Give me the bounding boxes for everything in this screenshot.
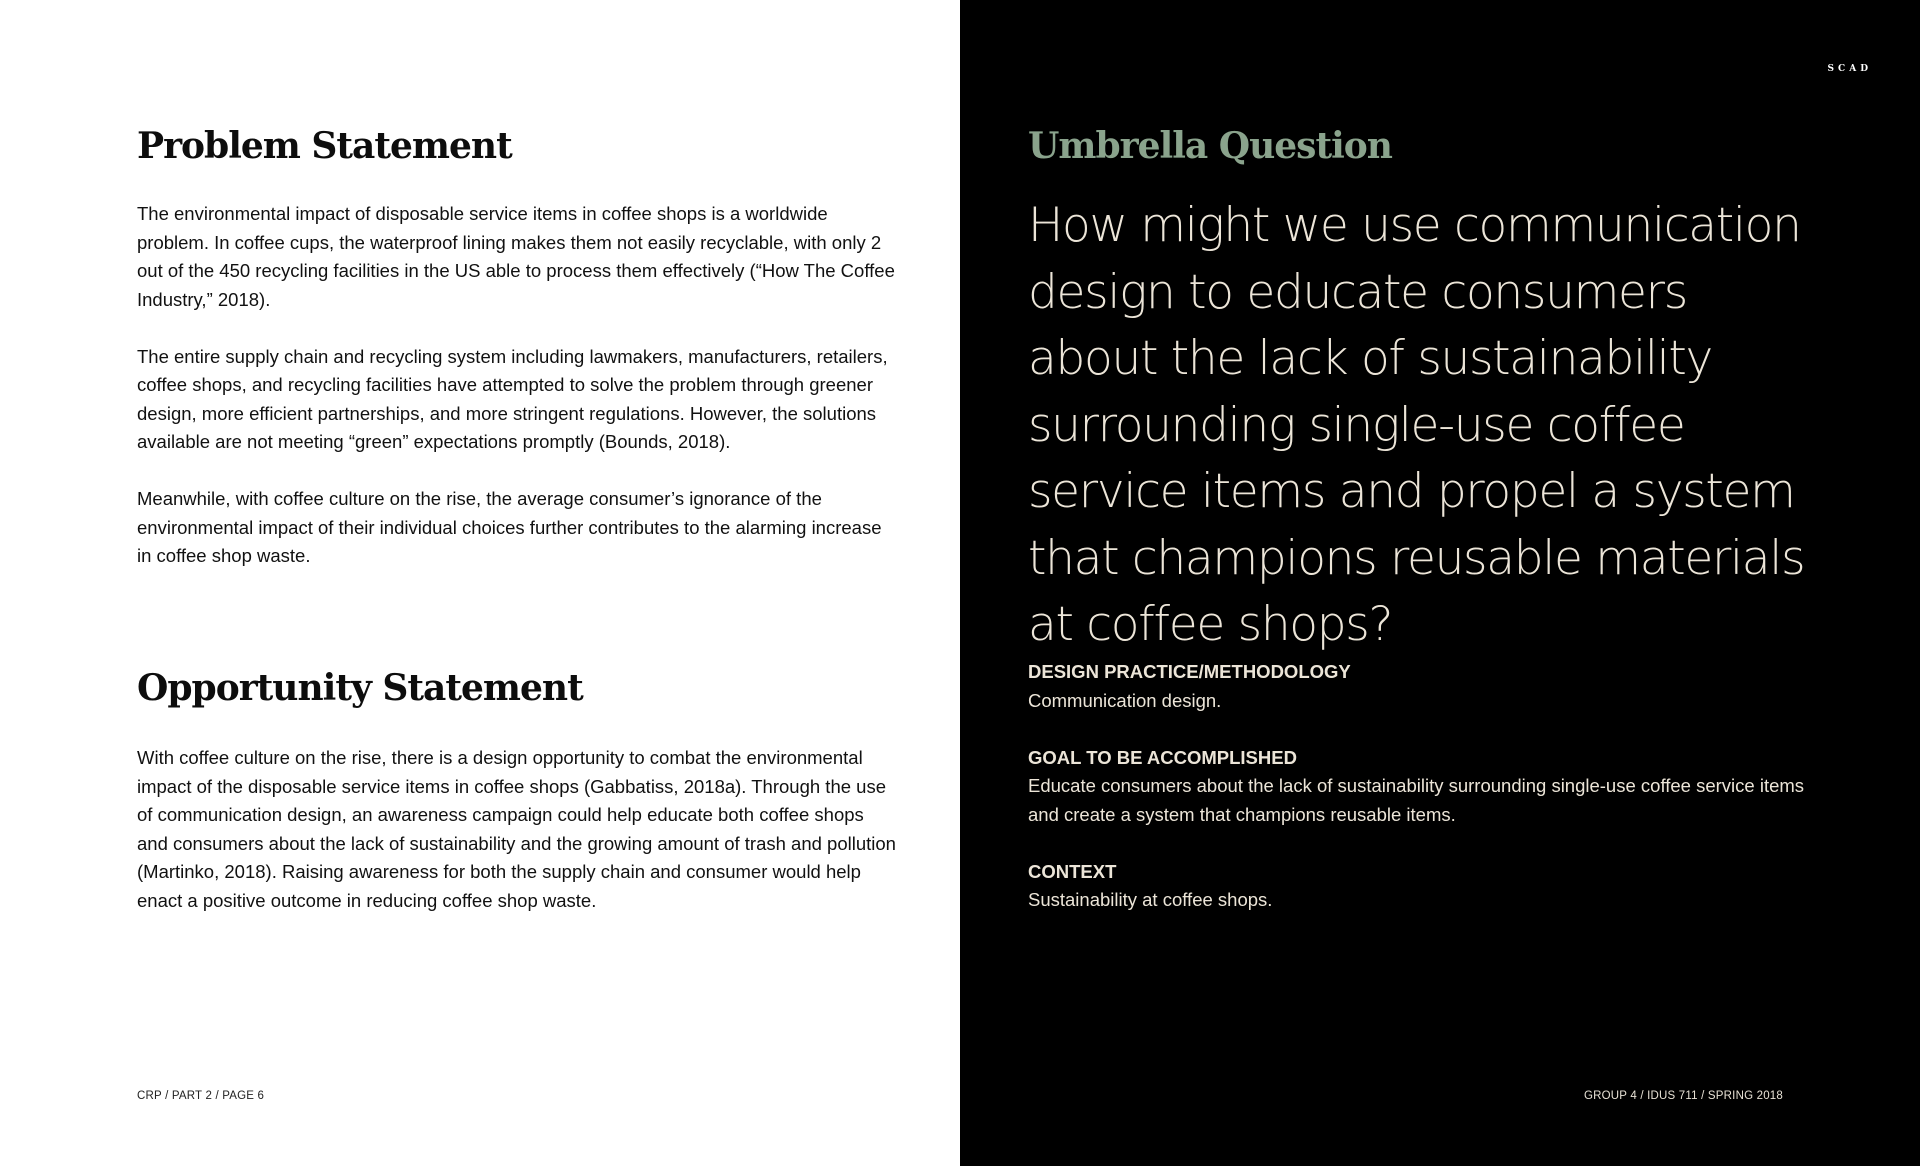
- problem-statement-body: [137, 200, 897, 599]
- detail-value: Educate consumers about the lack of sustainability surrounding single-use coffee service items and create a system that champions reusable items.: [1028, 775, 1805, 825]
- problem-paragraph: Meanwhile, with coffee culture on the rise, the average consumer’s ignorance of the environmental impact of their individual choices further contributes to the alarming increase in coffee shop waste.: [137, 488, 882, 566]
- problem-paragraph: The environmental impact of disposable service items in coffee shops is a worldwide problem. In coffee cups, the waterproof lining makes them not easily recyclable, with only 2 out of the 450 recycling facilities in the US able to process them effectively (“How The Coffee Industry,” 2018).: [137, 203, 895, 310]
- scad-logo: SCAD: [1827, 64, 1872, 74]
- umbrella-question-heading: Umbrella Question: [1028, 125, 1392, 167]
- opportunity-statement-heading: Opportunity Statement: [137, 667, 583, 709]
- page-footer-left: CRP / PART 2 / PAGE 6: [137, 1090, 265, 1102]
- detail-context: [1028, 858, 1808, 915]
- detail-label: DESIGN PRACTICE/METHODOLOGY: [1028, 661, 1351, 682]
- detail-value: Sustainability at coffee shops.: [1028, 889, 1273, 910]
- detail-value: Communication design.: [1028, 689, 1222, 711]
- problem-statement-heading: Problem Statement: [137, 125, 512, 167]
- umbrella-question-text: How might we use communication design to educate consumers about the lack of sustainability surrounding single-use coffee service items and propel a system that champions reusable materials at coffee shops?: [1028, 198, 1805, 652]
- detail-goal: [1028, 744, 1808, 830]
- detail-label: CONTEXT: [1028, 860, 1117, 882]
- detail-design-practice: [1028, 658, 1808, 715]
- page-footer-right: GROUP 4 / IDUS 711 / SPRING 2018: [1584, 1090, 1783, 1102]
- problem-paragraph: The entire supply chain and recycling system including lawmakers, manufacturers, retailers, coffee shops, and recycling facilities have attempted to solve the problem through greener design, more efficient partnerships, and more stringent regulations. However, the solutions available are not meeting “green” expectations promptly (Bounds, 2018).: [137, 345, 888, 452]
- project-details: [1028, 658, 1808, 943]
- detail-label: GOAL TO BE ACCOMPLISHED: [1028, 746, 1297, 768]
- right-page: [960, 0, 1920, 1166]
- opportunity-statement-body: With coffee culture on the rise, there is a design opportunity to combat the environmental impact of the disposable service items in coffee shops (Gabbatiss, 2018a). Through the use of communication design, an awareness campaign could help educate both coffee shops and consumers about the lack of sustainability and the growing amount of trash and pollution (Martinko, 2018). Raising awareness for both the supply chain and consumer would help enact a positive outcome in reducing coffee shop waste.: [137, 747, 896, 911]
